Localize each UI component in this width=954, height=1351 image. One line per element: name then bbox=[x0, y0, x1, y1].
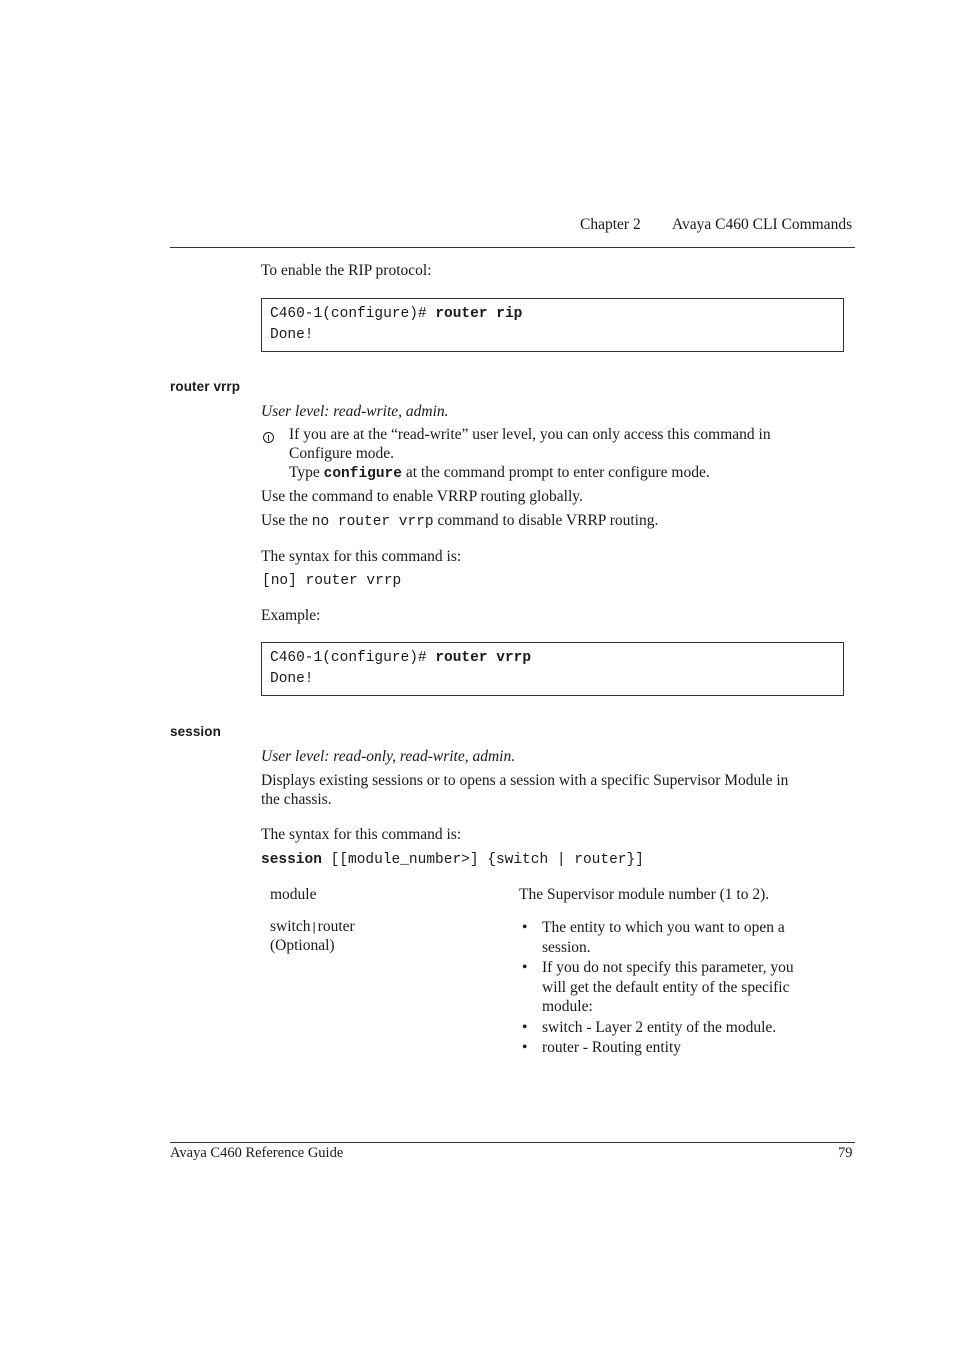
code-result: Done! bbox=[270, 671, 314, 687]
session-syntax-intro: The syntax for this command is: bbox=[261, 826, 462, 843]
param-optional: (Optional) bbox=[270, 937, 335, 954]
session-desc-line-1: Displays existing sessions or to opens a session with a specific Supervisor Module in bbox=[261, 772, 789, 789]
note-line-3 bbox=[289, 464, 710, 482]
user-level: User level: read-write, admin. bbox=[261, 403, 449, 420]
syntax-args: [[module_number>] {switch | router}] bbox=[321, 852, 644, 868]
vrrp-syntax: [no] router vrrp bbox=[262, 573, 402, 589]
section-heading-session: session bbox=[170, 724, 221, 739]
no-cmd: no router vrrp bbox=[311, 514, 434, 530]
code-prompt: C460-1(configure)# bbox=[270, 306, 436, 322]
list-item: • If you do not specify this parameter, you will get the default entity of the specific module: bbox=[520, 958, 840, 1017]
no-pre: Use the bbox=[261, 512, 312, 529]
user-level: User level: read-only, read-write, admin. bbox=[261, 748, 516, 765]
example-label: Example: bbox=[261, 607, 321, 624]
footer-rule bbox=[170, 1142, 855, 1143]
param-desc-bullets bbox=[520, 918, 840, 1059]
list-item: • router - Routing entity bbox=[520, 1038, 840, 1058]
param-name-router: router bbox=[317, 918, 355, 935]
vrrp-desc: Use the command to enable VRRP routing globally. bbox=[261, 488, 583, 505]
param-name-module: module bbox=[270, 886, 317, 903]
session-syntax bbox=[261, 852, 644, 868]
page-number: 79 bbox=[838, 1145, 853, 1161]
section-heading-router-vrrp: router vrrp bbox=[170, 379, 241, 394]
info-icon bbox=[263, 432, 274, 443]
vrrp-no-desc bbox=[261, 512, 658, 530]
note-line-1: If you are at the “read-write” user level, you can only access this command in bbox=[289, 426, 771, 443]
note-line-2: Configure mode. bbox=[289, 445, 395, 462]
no-post: command to disable VRRP routing. bbox=[433, 512, 659, 529]
code-prompt: C460-1(configure)# bbox=[270, 650, 436, 666]
list-item: • The entity to which you want to open a session. bbox=[520, 918, 840, 957]
rip-code-box bbox=[261, 298, 844, 352]
session-desc-line-2: the chassis. bbox=[261, 791, 332, 808]
param-name-sep: | bbox=[310, 921, 318, 935]
param-name-switch: switch bbox=[270, 918, 311, 935]
vrrp-syntax-intro: The syntax for this command is: bbox=[261, 548, 462, 565]
note-type-post: at the command prompt to enter configure mode. bbox=[401, 464, 710, 481]
header-chapter: Chapter 2 bbox=[580, 216, 641, 233]
note-type-cmd: configure bbox=[323, 466, 402, 482]
code-command: router rip bbox=[435, 306, 523, 322]
rip-intro: To enable the RIP protocol: bbox=[261, 262, 432, 279]
param-desc-module: The Supervisor module number (1 to 2). bbox=[519, 886, 770, 903]
syntax-command: session bbox=[261, 852, 322, 868]
footer-title: Avaya C460 Reference Guide bbox=[170, 1145, 344, 1161]
header-rule bbox=[170, 247, 855, 248]
param-name-switch-router bbox=[270, 918, 355, 936]
header-title: Avaya C460 CLI Commands bbox=[672, 216, 853, 233]
code-result: Done! bbox=[270, 327, 314, 343]
note-type-pre: Type bbox=[289, 464, 324, 481]
vrrp-code-box bbox=[261, 642, 844, 696]
list-item: • switch - Layer 2 entity of the module. bbox=[520, 1018, 840, 1038]
code-command: router vrrp bbox=[435, 650, 532, 666]
